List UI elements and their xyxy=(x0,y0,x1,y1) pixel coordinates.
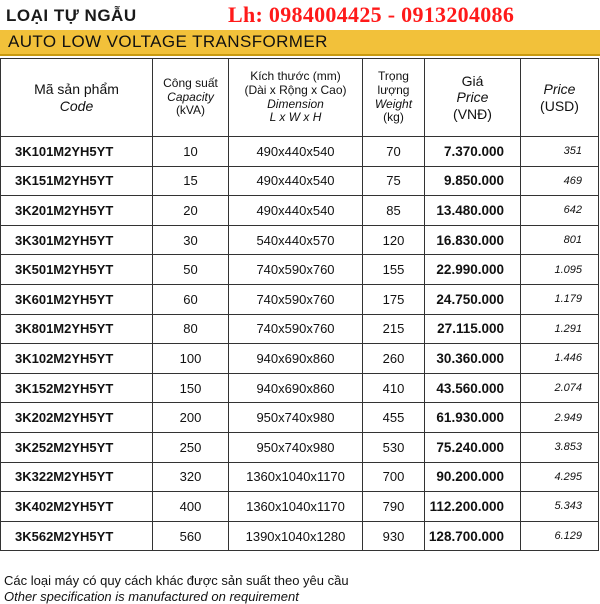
dimension-cell: 490x440x540 xyxy=(229,166,363,196)
price-usd-cell: 2.074 xyxy=(521,373,599,403)
product-code-cell: 3K102M2YH5YT xyxy=(1,344,153,374)
dimension-cell: 1360x1040x1170 xyxy=(229,462,363,492)
product-code-cell: 3K322M2YH5YT xyxy=(1,462,153,492)
capacity-cell: 10 xyxy=(153,137,229,167)
dimension-cell: 1390x1040x1280 xyxy=(229,521,363,551)
price-vnd-cell: 43.560.000 xyxy=(425,373,521,403)
table-row xyxy=(1,344,599,374)
capacity-cell: 100 xyxy=(153,344,229,374)
price-usd-cell: 1.179 xyxy=(521,284,599,314)
weight-cell: 175 xyxy=(363,284,425,314)
capacity-cell: 560 xyxy=(153,521,229,551)
product-code-cell: 3K601M2YH5YT xyxy=(1,284,153,314)
product-code-cell: 3K101M2YH5YT xyxy=(1,137,153,167)
weight-cell: 930 xyxy=(363,521,425,551)
product-code-cell: 3K152M2YH5YT xyxy=(1,373,153,403)
price-usd-cell: 642 xyxy=(521,196,599,226)
weight-cell: 85 xyxy=(363,196,425,226)
dimension-cell: 940x690x860 xyxy=(229,373,363,403)
capacity-cell: 50 xyxy=(153,255,229,285)
page-title: LOẠI TỰ NGẪU xyxy=(6,6,137,25)
product-code-cell: 3K201M2YH5YT xyxy=(1,196,153,226)
dimension-cell: 740x590x760 xyxy=(229,284,363,314)
header-code: Mã sản phẩm Code xyxy=(1,59,153,137)
capacity-cell: 320 xyxy=(153,462,229,492)
weight-cell: 410 xyxy=(363,373,425,403)
weight-cell: 260 xyxy=(363,344,425,374)
product-code-cell: 3K801M2YH5YT xyxy=(1,314,153,344)
dimension-cell: 740x590x760 xyxy=(229,255,363,285)
price-vnd-cell: 9.850.000 xyxy=(425,166,521,196)
price-usd-cell: 6.129 xyxy=(521,521,599,551)
footer-note-vn: Các loại máy có quy cách khác được sản suất theo yêu cầu xyxy=(4,573,349,588)
table-row xyxy=(1,255,599,285)
price-usd-cell: 5.343 xyxy=(521,492,599,522)
price-usd-cell: 1.446 xyxy=(521,344,599,374)
capacity-cell: 250 xyxy=(153,432,229,462)
capacity-cell: 30 xyxy=(153,225,229,255)
capacity-cell: 400 xyxy=(153,492,229,522)
price-usd-cell: 1.095 xyxy=(521,255,599,285)
product-code-cell: 3K562M2YH5YT xyxy=(1,521,153,551)
table-body xyxy=(1,137,599,551)
price-table xyxy=(0,58,599,551)
table-row xyxy=(1,314,599,344)
table-row xyxy=(1,462,599,492)
product-code-cell: 3K501M2YH5YT xyxy=(1,255,153,285)
product-code-cell: 3K301M2YH5YT xyxy=(1,225,153,255)
table-row xyxy=(1,166,599,196)
price-vnd-cell: 7.370.000 xyxy=(425,137,521,167)
price-vnd-cell: 90.200.000 xyxy=(425,462,521,492)
table-row xyxy=(1,196,599,226)
header-capacity: Công suất Capacity (kVA) xyxy=(153,59,229,137)
table-header-row xyxy=(1,59,599,137)
table-row xyxy=(1,403,599,433)
header-price-vnd: Giá Price (VNĐ) xyxy=(425,59,521,137)
weight-cell: 75 xyxy=(363,166,425,196)
dimension-cell: 950x740x980 xyxy=(229,403,363,433)
price-vnd-cell: 128.700.000 xyxy=(425,521,521,551)
header-price-usd: Price (USD) xyxy=(521,59,599,137)
dimension-cell: 740x590x760 xyxy=(229,314,363,344)
dimension-cell: 490x440x540 xyxy=(229,137,363,167)
table-row xyxy=(1,492,599,522)
dimension-cell: 940x690x860 xyxy=(229,344,363,374)
capacity-cell: 80 xyxy=(153,314,229,344)
table-row xyxy=(1,137,599,167)
capacity-cell: 60 xyxy=(153,284,229,314)
header-weight: Trọng lượng Weight (kg) xyxy=(363,59,425,137)
dimension-cell: 540x440x570 xyxy=(229,225,363,255)
weight-cell: 155 xyxy=(363,255,425,285)
price-usd-cell: 801 xyxy=(521,225,599,255)
table-row xyxy=(1,373,599,403)
footer-note-en: Other specification is manufactured on requirement xyxy=(4,589,299,604)
capacity-cell: 200 xyxy=(153,403,229,433)
price-usd-cell: 4.295 xyxy=(521,462,599,492)
dimension-cell: 490x440x540 xyxy=(229,196,363,226)
price-usd-cell: 2.949 xyxy=(521,403,599,433)
weight-cell: 790 xyxy=(363,492,425,522)
table-row xyxy=(1,284,599,314)
weight-cell: 215 xyxy=(363,314,425,344)
product-code-cell: 3K202M2YH5YT xyxy=(1,403,153,433)
price-usd-cell: 469 xyxy=(521,166,599,196)
product-code-cell: 3K151M2YH5YT xyxy=(1,166,153,196)
price-vnd-cell: 16.830.000 xyxy=(425,225,521,255)
dimension-cell: 950x740x980 xyxy=(229,432,363,462)
price-usd-cell: 1.291 xyxy=(521,314,599,344)
capacity-cell: 20 xyxy=(153,196,229,226)
weight-cell: 70 xyxy=(363,137,425,167)
capacity-cell: 15 xyxy=(153,166,229,196)
banner-title: AUTO LOW VOLTAGE TRANSFORMER xyxy=(8,32,328,51)
price-vnd-cell: 61.930.000 xyxy=(425,403,521,433)
price-vnd-cell: 22.990.000 xyxy=(425,255,521,285)
product-code-cell: 3K252M2YH5YT xyxy=(1,432,153,462)
table-row xyxy=(1,432,599,462)
price-vnd-cell: 24.750.000 xyxy=(425,284,521,314)
table-row xyxy=(1,521,599,551)
price-usd-cell: 351 xyxy=(521,137,599,167)
product-code-cell: 3K402M2YH5YT xyxy=(1,492,153,522)
header-dimension: Kích thước (mm) (Dài x Rộng x Cao) Dimension L x W x H xyxy=(229,59,363,137)
price-vnd-cell: 75.240.000 xyxy=(425,432,521,462)
price-vnd-cell: 13.480.000 xyxy=(425,196,521,226)
hotline-text: Lh: 0984004425 - 0913204086 xyxy=(228,2,515,27)
weight-cell: 455 xyxy=(363,403,425,433)
weight-cell: 700 xyxy=(363,462,425,492)
weight-cell: 120 xyxy=(363,225,425,255)
price-vnd-cell: 27.115.000 xyxy=(425,314,521,344)
price-vnd-cell: 112.200.000 xyxy=(425,492,521,522)
price-usd-cell: 3.853 xyxy=(521,432,599,462)
weight-cell: 530 xyxy=(363,432,425,462)
dimension-cell: 1360x1040x1170 xyxy=(229,492,363,522)
table-row xyxy=(1,225,599,255)
price-vnd-cell: 30.360.000 xyxy=(425,344,521,374)
capacity-cell: 150 xyxy=(153,373,229,403)
title-banner xyxy=(0,30,600,56)
